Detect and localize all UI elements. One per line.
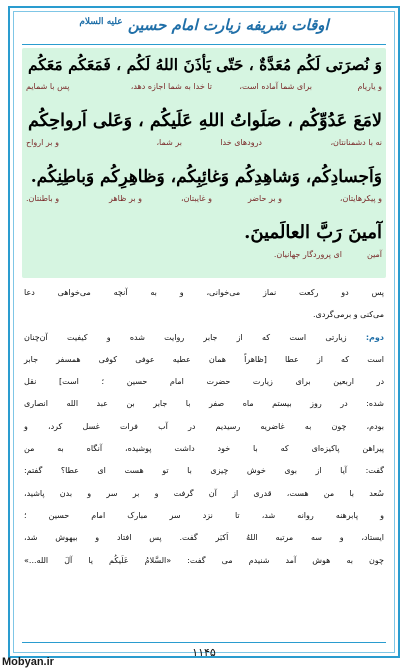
body-line <box>24 327 384 349</box>
arabic-line: آمینَ رَبَّ العالَمینَ. <box>244 222 382 243</box>
arabic-text-panel <box>22 48 386 278</box>
body-line: سُعد با من هست، قدری از آن گرفت و بر سر و بدن پاشید، <box>24 488 384 498</box>
body-text <box>24 282 384 572</box>
translation-segment: پس با شمایم <box>26 82 70 91</box>
translation-segment: و بر ارواح <box>26 138 59 147</box>
translation-segment: برای شما آماده است، <box>239 82 312 91</box>
page-inner-border <box>13 11 395 659</box>
translation-segment: آمین <box>366 250 382 259</box>
body-line: ایستاد، و سه مرتبه اللهُ اَکبَر گفت. پس افتاد و بیهوش شد، <box>24 533 384 543</box>
arabic-row <box>22 216 386 258</box>
arabic-line: وَاَجسادِکُم، وَشاهِدِکُم وَغائِبِکُم، وَظاهِرِکُم وَباطِنِکُم. <box>30 167 382 187</box>
footer-rule <box>22 642 386 643</box>
body-line: و پابرهنه روانه شد، تا نزد سر مبارک امام حسین ؛ <box>24 510 384 520</box>
body-line: می‌کنی و برمی‌گردی. <box>313 310 384 320</box>
body-line: است که از عطا [ظاهراً همان عطیه عوفی کوفی همسفر جابر <box>24 354 384 364</box>
body-line-text: زیارتی است که از جابر روایت شده و کیفیت آن‌چنان <box>24 332 347 342</box>
site-watermark: Mobyan.ir <box>2 656 54 668</box>
body-line: پیراهن پاکیزه‌ای که با خود داشت پوشیده، آنگاه به من <box>24 444 384 454</box>
arabic-row <box>22 48 386 104</box>
translation-line <box>26 250 382 264</box>
translation-segment: بر شما، <box>156 138 182 147</box>
header-rule <box>22 44 386 45</box>
translation-segment: و باطنتان. <box>26 194 60 203</box>
arabic-row <box>22 104 386 160</box>
translation-segment: و پیکرهایتان، <box>339 194 382 203</box>
body-line: گفت: آیا از بوی خوش چیزی با تو هست ای عطا؟ گفتم: <box>24 466 384 476</box>
translation-line <box>26 194 382 208</box>
body-line: پس دو رکعت نماز می‌خوانی، و به آنچه می‌خواهی دعا <box>24 288 384 297</box>
body-line: شده: در روز بیستم ماه صفر با جابر بن عبد الله انصاری <box>24 399 384 409</box>
arabic-line: وَ نُصرَتی لَکُم مُعَدَّةٌ ، حَتّی یَأذَنَ اللهُ لَکُم ، فَمَعَکُم مَعَکُم <box>28 55 382 74</box>
translation-segment: تا خدا به شما اجازه دهد، <box>130 82 212 91</box>
translation-segment: و یاریام <box>357 82 382 91</box>
translation-segment: ای پروردگار جهانیان. <box>273 250 342 259</box>
page-number: ۱۱۴۵ <box>192 646 216 659</box>
page-header <box>14 16 394 44</box>
translation-segment: و بر ظاهر <box>108 194 142 203</box>
translation-segment: و غایبتان، <box>181 194 212 203</box>
translation-segment: درودهای خدا <box>220 138 262 147</box>
translation-segment: و بر حاضر <box>247 194 282 203</box>
body-line: چون به هوش آمد شنیدم می گفت: «السَّلامُ عَلَیکُم یا آلَ الله...» <box>24 555 384 565</box>
translation-line <box>26 138 382 152</box>
arabic-row <box>22 160 386 216</box>
arabic-line: لامَعَ عَدُوِّکُم ، صَلَواتُ اللهِ عَلَیکُم ، وَعَلی اَرواحِکُم <box>27 111 382 131</box>
header-honorific: عليه السلام <box>79 17 123 27</box>
page-frame <box>8 6 400 658</box>
section-label: دوم: <box>365 332 384 342</box>
body-line: در اربعین برای زیارت حضرت امام حسین ؛ است] نقل <box>24 377 384 387</box>
translation-segment: نه با دشمنانتان، <box>330 138 382 147</box>
translation-line <box>26 82 382 96</box>
header-title: اوقات شریفه زیارت امام حسین <box>127 16 329 34</box>
body-line: بودم، چون به غاضریه رسیدیم در آب فرات غسل کرد، و <box>24 421 384 431</box>
